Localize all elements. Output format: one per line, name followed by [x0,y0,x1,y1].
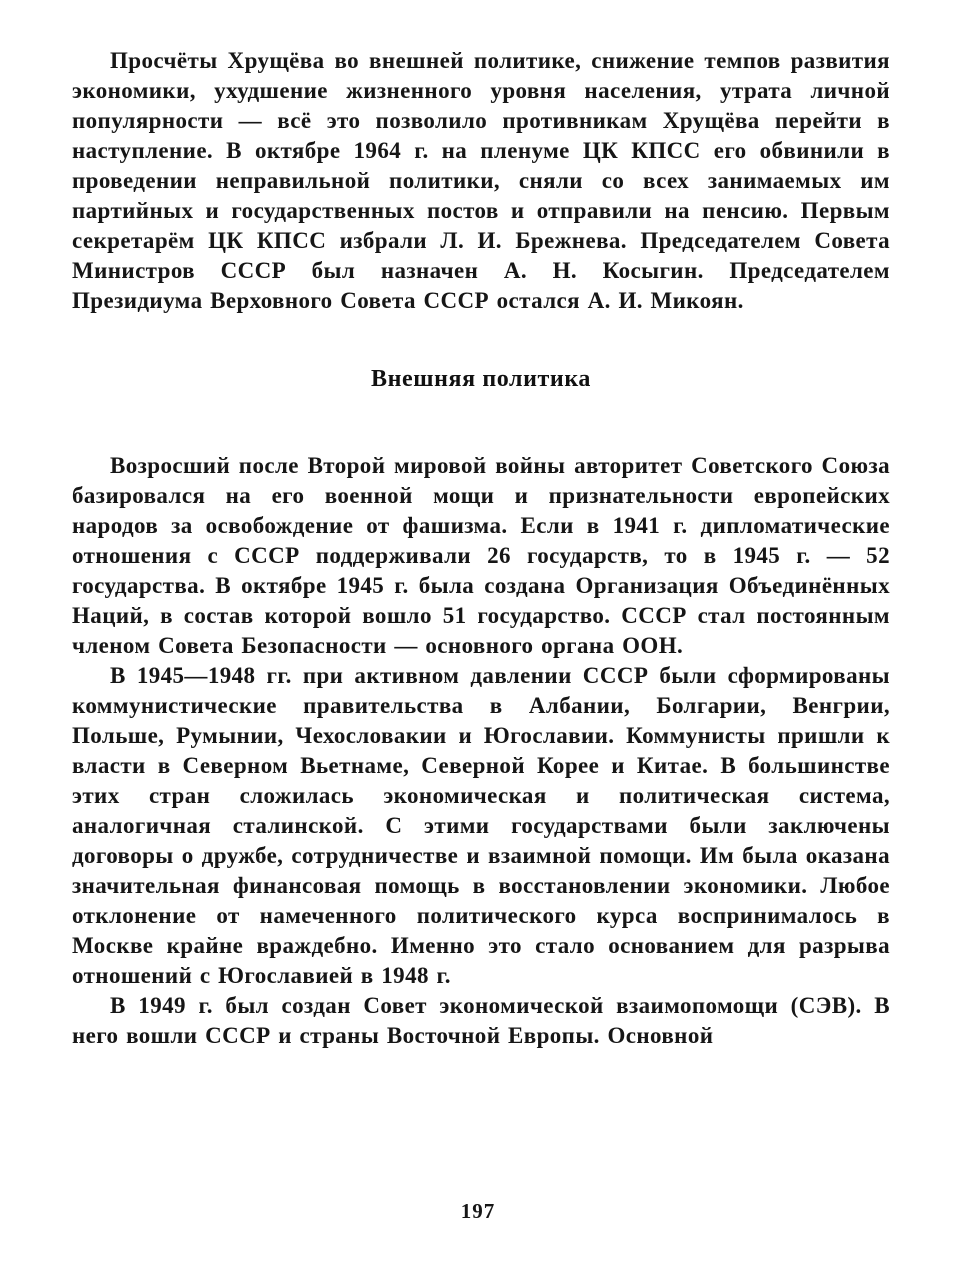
page-number: 197 [460,1199,496,1223]
paragraph-comecon: В 1949 г. был создан Совет экономической взаимопомощи (СЭВ). В него вошли СССР и страны Восточной Европы. Основной [72,993,890,1048]
paragraph-khrushchev-removal: Просчёты Хрущёва во внешней политике, снижение темпов развития экономики, ухудшение жизненного уровня населения, утрата личной популярности — всё это позволило противникам Хрущёва перейти в наступление. В октябре 1964 г. на пленуме ЦК КПСС его обвинили в проведении неправильной политики, сняли со всех занимаемых им партийных и государственных постов и отправили на пенсию. Первым секретарём ЦК КПСС избрали Л. И. Брежнева. Председателем Совета Министров СССР был назначен А. Н. Косыгин. Председателем Президиума Верховного Совета СССР остался А. И. Микоян. [72,48,890,313]
paragraph-postwar-authority: Возросший после Второй мировой войны авторитет Советского Союза базировался на его военной мощи и признательности европейских народов за освобождение от фашизма. Если в 1941 г. дипломатические отношения с СССР поддерживали 26 государств, то в 1945 г. — 52 государства. В октябре 1945 г. была создана Организация Объединённых Наций, в состав которой вошло 51 государство. СССР стал постоянным членом Совета Безопасности — основного органа ООН. [72,453,890,658]
section-heading-foreign-policy: Внешняя политика [370,366,592,392]
paragraph-communist-governments: В 1945—1948 гг. при активном давлении СССР были сформированы коммунистические правительства в Албании, Болгарии, Венгрии, Польше, Румынии, Чехословакии и Югославии. Коммунисты пришли к власти в Северном Вьетнаме, Северной Корее и Китае. В большинстве этих стран сложилась экономическая и политическая система, аналогичная сталинской. С этими государствами были заключены договоры о дружбе, сотрудничестве и взаимной помощи. Им была оказана значительная финансовая помощь в восстановлении экономики. Любое отклонение от намеченного политического курса воспринималось в Москве крайне враждебно. Именно это стало основанием для разрыва отношений с Югославией в 1948 г. [72,663,890,988]
